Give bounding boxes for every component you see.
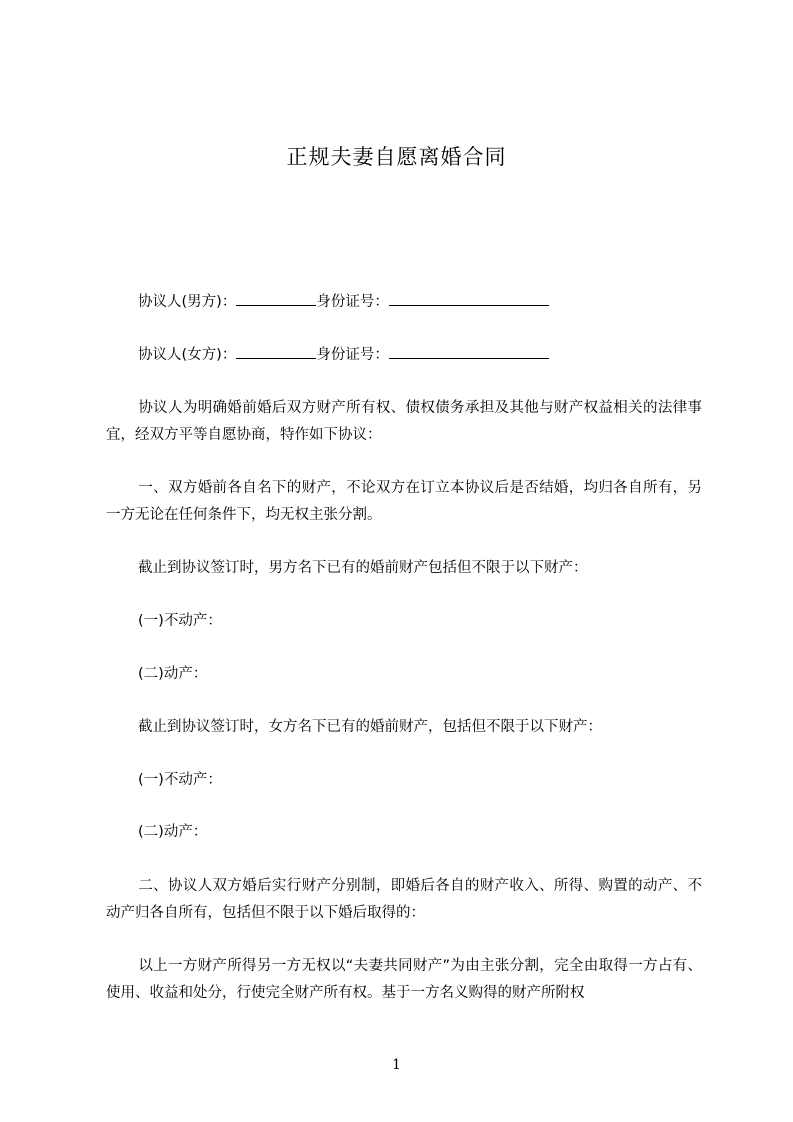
party-female-id-blank xyxy=(389,344,549,359)
page-number: 1 xyxy=(392,1057,401,1073)
female-movables: (二)动产： xyxy=(138,824,208,840)
clause1-paragraph xyxy=(106,475,702,529)
party-female-id-label: 身份证号： xyxy=(316,347,389,363)
male-real-estate: (一)不动产： xyxy=(138,613,222,629)
female-real-estate: (一)不动产： xyxy=(138,772,222,788)
male-movables: (二)动产： xyxy=(138,666,208,682)
document-title: 正规夫妻自愿离婚合同 xyxy=(286,145,507,169)
party-male-line xyxy=(138,291,549,312)
preamble-text: 协议人为明确婚前婚后双方财产所有权、债权债务承担及其他与财产权益相关的法律事宜，经双方平等自愿协商，特作如下协议： xyxy=(106,400,702,443)
male-assets-intro: 截止到协议签订时，男方名下已有的婚前财产包括但不限于以下财产： xyxy=(138,560,588,576)
clause2-cont-text: 以上一方财产所得另一方无权以“夫妻共同财产”为由主张分割，完全由取得一方占有、使用、收益和处分，行使完全财产所有权。基于一方名义购得的财产所附权 xyxy=(106,958,702,1001)
clause2-text: 二、协议人双方婚后实行财产分别制，即婚后各自的财产收入、所得、购置的动产、不动产归各自所有，包括但不限于以下婚后取得的： xyxy=(106,878,702,921)
party-male-name-blank xyxy=(236,291,316,306)
party-male-id-label: 身份证号： xyxy=(316,294,389,310)
party-male-label: 协议人(男方)： xyxy=(138,294,237,310)
clause2-cont-paragraph xyxy=(106,953,702,1007)
party-male-id-blank xyxy=(389,291,549,306)
clause1-text: 一、双方婚前各自名下的财产，不论双方在订立本协议后是否结婚，均归各自所有，另一方无论在任何条件下，均无权主张分割。 xyxy=(106,480,702,523)
party-female-label: 协议人(女方)： xyxy=(138,347,237,363)
preamble-paragraph xyxy=(106,395,702,449)
clause2-paragraph xyxy=(106,873,702,927)
party-female-line xyxy=(138,344,549,365)
party-female-name-blank xyxy=(236,344,316,359)
female-assets-intro: 截止到协议签订时，女方名下已有的婚前财产，包括但不限于以下财产： xyxy=(138,719,602,735)
